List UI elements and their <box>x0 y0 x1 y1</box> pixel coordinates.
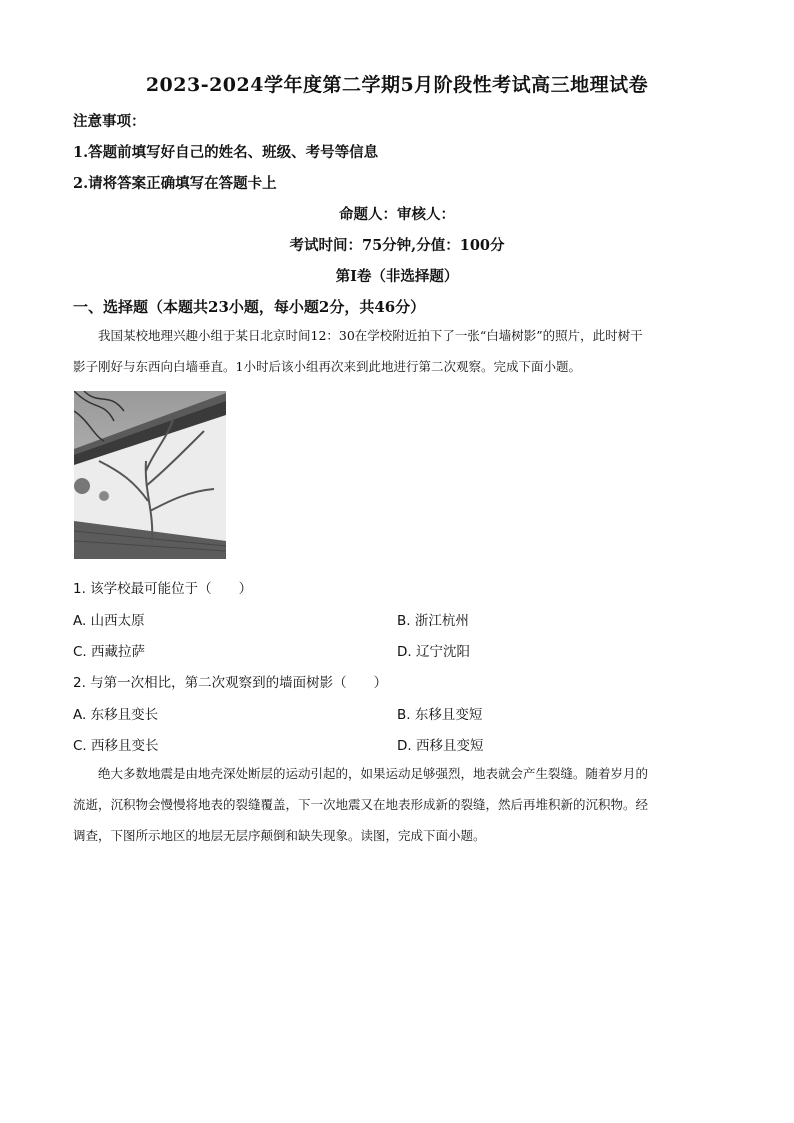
notes-item-1: 1.答题前填写好自己的姓名、班级、考号等信息 <box>73 144 379 161</box>
question-1-option-c[interactable]: C. 西藏拉萨 <box>73 644 146 660</box>
question-1-stem: 1. 该学校最可能位于（ ） <box>73 581 253 597</box>
question-1-option-d[interactable]: D. 辽宁沈阳 <box>397 644 470 660</box>
question-1-option-b[interactable]: B. 浙江杭州 <box>397 613 469 629</box>
question-2-stem: 2. 与第一次相比，第二次观察到的墙面树影（ ） <box>73 675 388 691</box>
notes-heading: 注意事项： <box>73 113 146 130</box>
passage-1-line-1: 我国某校地理兴趣小组于某日北京时间12：30在学校附近拍下了一张“白墙树影”的照片，此时树干 <box>98 328 643 343</box>
exam-title: 2023-2024学年度第二学期5月阶段性考试高三地理试卷 <box>145 74 649 96</box>
question-2-option-d[interactable]: D. 西移且变短 <box>397 738 484 754</box>
passage-1-line-2: 影子刚好与东西向白墙垂直。1小时后该小组再次来到此地进行第二次观察。完成下面小题。 <box>73 359 581 374</box>
question-2-option-b[interactable]: B. 东移且变短 <box>397 707 483 723</box>
section-heading: 一、选择题（本题共23小题，每小题2分，共46分） <box>73 298 426 316</box>
passage-2-line-3: 调查，下图所示地区的地层无层序颠倒和缺失现象。读图，完成下面小题。 <box>73 828 486 843</box>
notes-item-2: 2.请将答案正确填写在答题卡上 <box>73 175 277 192</box>
photo-illustration <box>74 391 226 559</box>
authors-line: 命题人：审核人： <box>339 206 455 223</box>
time-score-line: 考试时间：75分钟,分值：100分 <box>289 237 505 254</box>
wall-tree-shadow-photo <box>74 391 226 559</box>
question-2-option-a[interactable]: A. 东移且变长 <box>73 707 159 723</box>
passage-2-line-2: 流逝，沉积物会慢慢将地表的裂缝覆盖，下一次地震又在地表形成新的裂缝，然后再堆积新的沉积物。经 <box>73 797 649 812</box>
volume-heading: 第I卷（非选择题） <box>335 268 459 285</box>
question-1-option-a[interactable]: A. 山西太原 <box>73 613 145 629</box>
question-2-option-c[interactable]: C. 西移且变长 <box>73 738 159 754</box>
passage-2-line-1: 绝大多数地震是由地壳深处断层的运动引起的，如果运动足够强烈，地表就会产生裂缝。随着岁月的 <box>98 766 649 781</box>
